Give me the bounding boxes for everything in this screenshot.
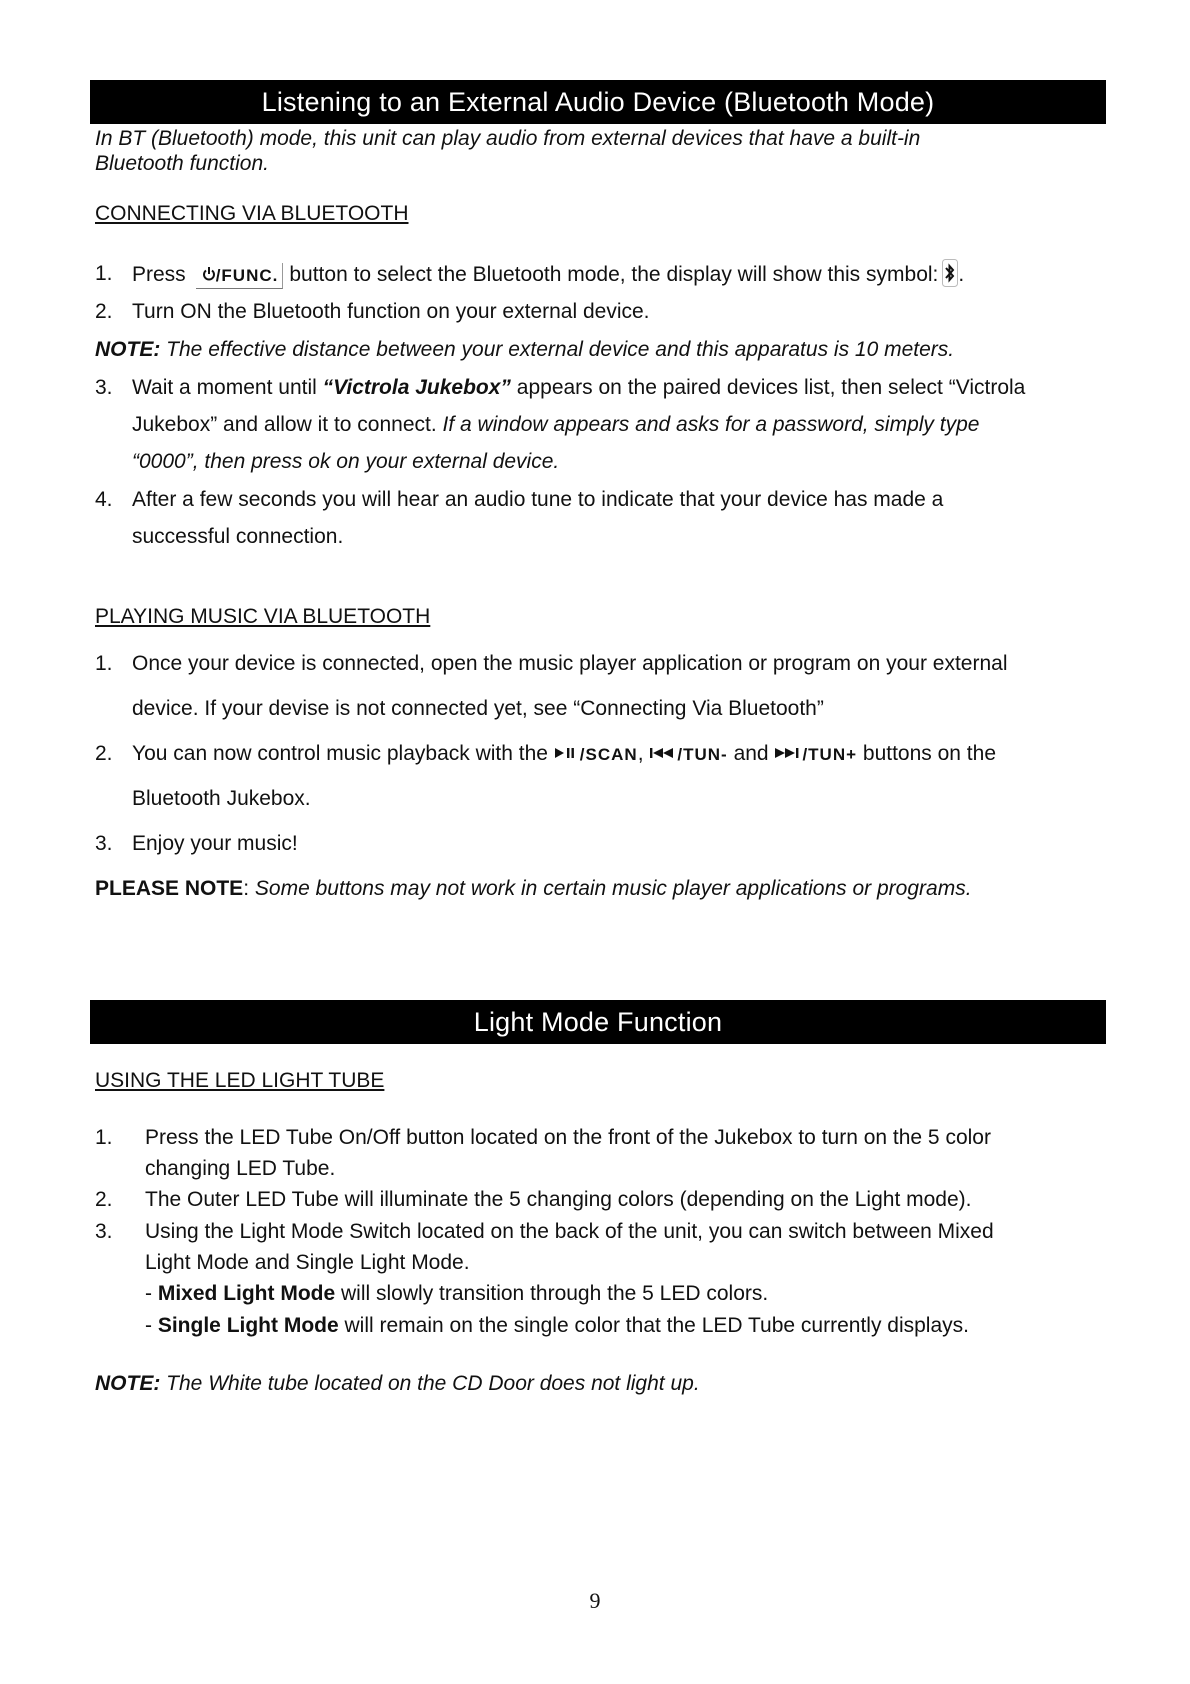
connect-step-4-line2: successful connection. [132,525,344,548]
step-text: Press [132,263,186,286]
connect-step-3-line1 [132,376,1025,400]
step-number: 2. [95,742,113,765]
play-step-1-line2: device. If your devise is not connected yet, see “Connecting Via Bluetooth” [132,697,824,720]
play-step-2-line2: Bluetooth Jukebox. [132,787,311,810]
conjunction: and [733,742,769,765]
led-step-3-line1: Using the Light Mode Switch located on the back of the unit, you can switch between Mixed [145,1220,994,1243]
mode-text: will slowly transition through the 5 LED colors. [341,1282,769,1305]
section-title-light-mode: Light Mode Function [90,1000,1106,1044]
led-step-2: The Outer LED Tube will illuminate the 5 changing colors (depending on the Light mode). [145,1188,972,1211]
power-icon [202,266,216,282]
heading-connecting: CONNECTING VIA BLUETOOTH [95,202,409,225]
step-number: 3. [95,1220,113,1243]
note-text: The White tube located on the CD Door does not light up. [166,1372,700,1395]
step-number: 2. [95,300,113,323]
note-label: NOTE: [95,338,161,361]
skip-forward-icon [774,746,802,760]
scan-key-label: /SCAN [579,745,638,764]
separator: , [637,742,644,765]
step-text: button to select the Bluetooth mode, the display will show this symbol: [289,263,939,286]
step-number: 1. [95,652,113,675]
step-text-end: . [958,263,965,286]
func-key-label [196,263,284,289]
please-note-label: PLEASE NOTE [95,877,244,900]
step-text: You can now control music playback with the [132,742,548,765]
connect-step-1 [132,259,964,289]
note-text: The effective distance between your external device and this apparatus is 10 meters. [166,338,955,361]
password-hint: If a window appears and asks for a password, simply type [442,413,980,436]
section-title-bluetooth: Listening to an External Audio Device (Bluetooth Mode) [90,80,1106,124]
note-white-tube [95,1372,700,1396]
play-step-3: Enjoy your music! [132,832,298,855]
step-number: 1. [95,262,113,285]
connect-step-2: Turn ON the Bluetooth function on your external device. [132,300,650,323]
connect-step-3-line2 [132,413,979,437]
led-step-1-line2: changing LED Tube. [145,1157,336,1180]
func-key-text: /FUNC. [215,266,279,285]
led-step-3-line2: Light Mode and Single Light Mode. [145,1251,470,1274]
bullet-dash: - [145,1314,152,1337]
mixed-light-mode-desc [145,1282,768,1306]
step-number: 4. [95,488,113,511]
step-text: Jukebox” and allow it to connect. [132,413,437,436]
step-number: 1. [95,1126,113,1149]
please-note-colon: : [243,877,250,900]
step-number: 2. [95,1188,113,1211]
led-step-1-line1: Press the LED Tube On/Off button located on the front of the Jukebox to turn on the 5 color [145,1126,991,1149]
play-step-1-line1: Once your device is connected, open the music player application or program on your external [132,652,1008,675]
connect-step-3-line3: “0000”, then press ok on your external device. [132,450,560,473]
intro-text-line1: In BT (Bluetooth) mode, this unit can play audio from external devices that have a built-in [95,127,921,150]
step-number: 3. [95,376,113,399]
play-pause-icon [554,746,580,760]
step-text: appears on the paired devices list, then select “Victrola [516,376,1026,399]
skip-back-icon [649,746,677,760]
mode-text: will remain on the single color that the LED Tube currently displays. [344,1314,969,1337]
mode-name: Single Light Mode [157,1314,339,1337]
play-step-2-line1 [132,742,996,766]
step-number: 3. [95,832,113,855]
intro-text-line2: Bluetooth function. [95,152,269,175]
tun-plus-key-label: /TUN+ [802,745,858,764]
bluetooth-icon [942,259,958,287]
please-note-text: Some buttons may not work in certain music player applications or programs. [254,877,972,900]
step-text: Wait a moment until [132,376,317,399]
page-number: 9 [589,1588,601,1613]
bullet-dash: - [145,1282,152,1305]
tun-minus-key-label: /TUN- [677,745,728,764]
connect-step-4-line1: After a few seconds you will hear an audio tune to indicate that your device has made a [132,488,944,511]
note-distance [95,338,954,362]
note-label: NOTE: [95,1372,161,1395]
heading-playing: PLAYING MUSIC VIA BLUETOOTH [95,605,431,628]
device-name: “Victrola Jukebox” [322,376,511,399]
mode-name: Mixed Light Mode [157,1282,336,1305]
please-note [95,877,972,901]
step-text: buttons on the [862,742,996,765]
heading-led-tube: USING THE LED LIGHT TUBE [95,1069,385,1092]
single-light-mode-desc [145,1314,969,1338]
